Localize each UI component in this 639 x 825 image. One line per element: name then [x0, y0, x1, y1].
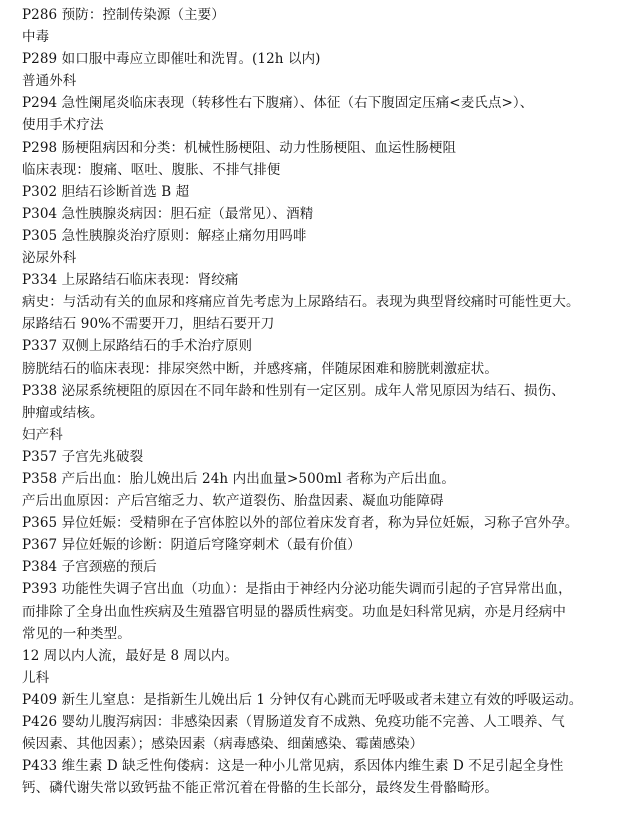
text-line-p298-symptoms: 临床表现：腹痛、呕吐、腹胀、不排气排便 [22, 161, 281, 178]
text-line-p409: P409 新生儿窒息：是指新生儿娩出后 1 分钟仅有心跳而无呼吸或者未建立有效的呼吸运动。 [22, 691, 583, 708]
text-line-p384: P384 子宫颈癌的预后 [22, 559, 157, 576]
text-line-p433: P433 维生素 D 缺乏性佝偻病：这是一种小儿常见病，系因体内维生素 D 不足引起全身性 [22, 758, 564, 775]
section-heading-urology: 泌尿外科 [22, 250, 77, 267]
text-line-p337: P337 双侧上尿路结石的手术治疗原则 [22, 338, 253, 355]
text-line-p294: P294 急性阑尾炎临床表现（转移性右下腹痛）、体征（右下腹固定压痛<麦氏点>）、 [22, 95, 534, 112]
text-line-p393: P393 功能性失调子宫出血（功血）：是指由于神经内分泌功能失调而引起的子宫异常出血， [22, 581, 572, 598]
text-line-p334: P334 上尿路结石临床表现：肾绞痛 [22, 272, 239, 289]
text-line-p286: P286 预防：控制传染源（主要） [22, 7, 225, 23]
text-line-p426-cont: 候因素、其他因素）；感染因素（病毒感染、细菌感染、霉菌感染） [22, 736, 424, 753]
text-line-p393-end: 常见的一种类型。 [22, 625, 131, 642]
document-page [22, 4, 628, 799]
text-line-p367: P367 异位妊娠的诊断：阴道后穹隆穿刺术（最有价值） [22, 537, 361, 554]
text-line-p298: P298 肠梗阻病因和分类：机械性肠梗阻、动力性肠梗阻、血运性肠梗阻 [22, 139, 457, 156]
text-line-p358: P358 产后出血：胎儿娩出后 24h 内出血量>500ml 者称为产后出血。 [22, 470, 455, 487]
text-line-p305: P305 急性胰腺炎治疗原则：解痉止痛勿用吗啡 [22, 227, 307, 244]
section-heading-pediatrics: 儿科 [22, 669, 50, 686]
text-line-p433-cont: 钙、磷代谢失常以致钙盐不能正常沉着在骨骼的生长部分，最终发生骨骼畸形。 [22, 780, 498, 797]
section-heading-obstetrics: 妇产科 [22, 426, 63, 443]
text-line-urinary-stones: 尿路结石 90%不需要开刀，胆结石要开刀 [22, 316, 275, 333]
text-line-bladder-stones: 膀胱结石的临床表现：排尿突然中断，并感疼痛，伴随尿困难和膀胱刺激症状。 [22, 360, 498, 377]
text-line-p302: P302 胆结石诊断首选 B 超 [22, 183, 190, 200]
text-line-p426: P426 婴幼儿腹泻病因：非感染因素（胃肠道发育不成熟、免疫功能不完善、人工喂养、气 [22, 714, 565, 730]
text-line-p289: P289 如口服中毒应立即催吐和洗胃。(12h 以内) [22, 51, 321, 68]
text-line-p365: P365 异位妊娠：受精卵在子宫体腔以外的部位着床发育者，称为异位妊娠，习称子宫外孕。 [22, 515, 579, 532]
section-heading-poisoning: 中毒 [22, 29, 50, 46]
text-line-p357: P357 子宫先兆破裂 [22, 448, 144, 465]
text-line-p358-causes: 产后出血原因：产后宫缩乏力、软产道裂伤、胎盘因素、凝血功能障碍 [22, 493, 444, 510]
section-heading-general-surgery: 普通外科 [22, 73, 77, 90]
text-line-p334-history: 病史：与活动有关的血尿和疼痛应首先考虑为上尿路结石。表现为典型肾绞痛时可能性更大。 [22, 294, 580, 311]
text-line-p393-cont: 而排除了全身出血性疾病及生殖器官明显的器质性病变。功血是妇科常见病，亦是月经病中 [22, 603, 566, 620]
text-line-p338-cont: 肿瘤或结核。 [22, 404, 104, 421]
text-line-abortion: 12 周以内人流，最好是 8 周以内。 [22, 647, 239, 664]
text-line-p304: P304 急性胰腺炎病因：胆石症（最常见）、酒精 [22, 205, 314, 222]
text-line-p294-cont: 使用手术疗法 [22, 117, 104, 134]
text-line-p338: P338 泌尿系统梗阻的原因在不同年龄和性别有一定区别。成年人常见原因为结石、损伤、 [22, 382, 565, 399]
